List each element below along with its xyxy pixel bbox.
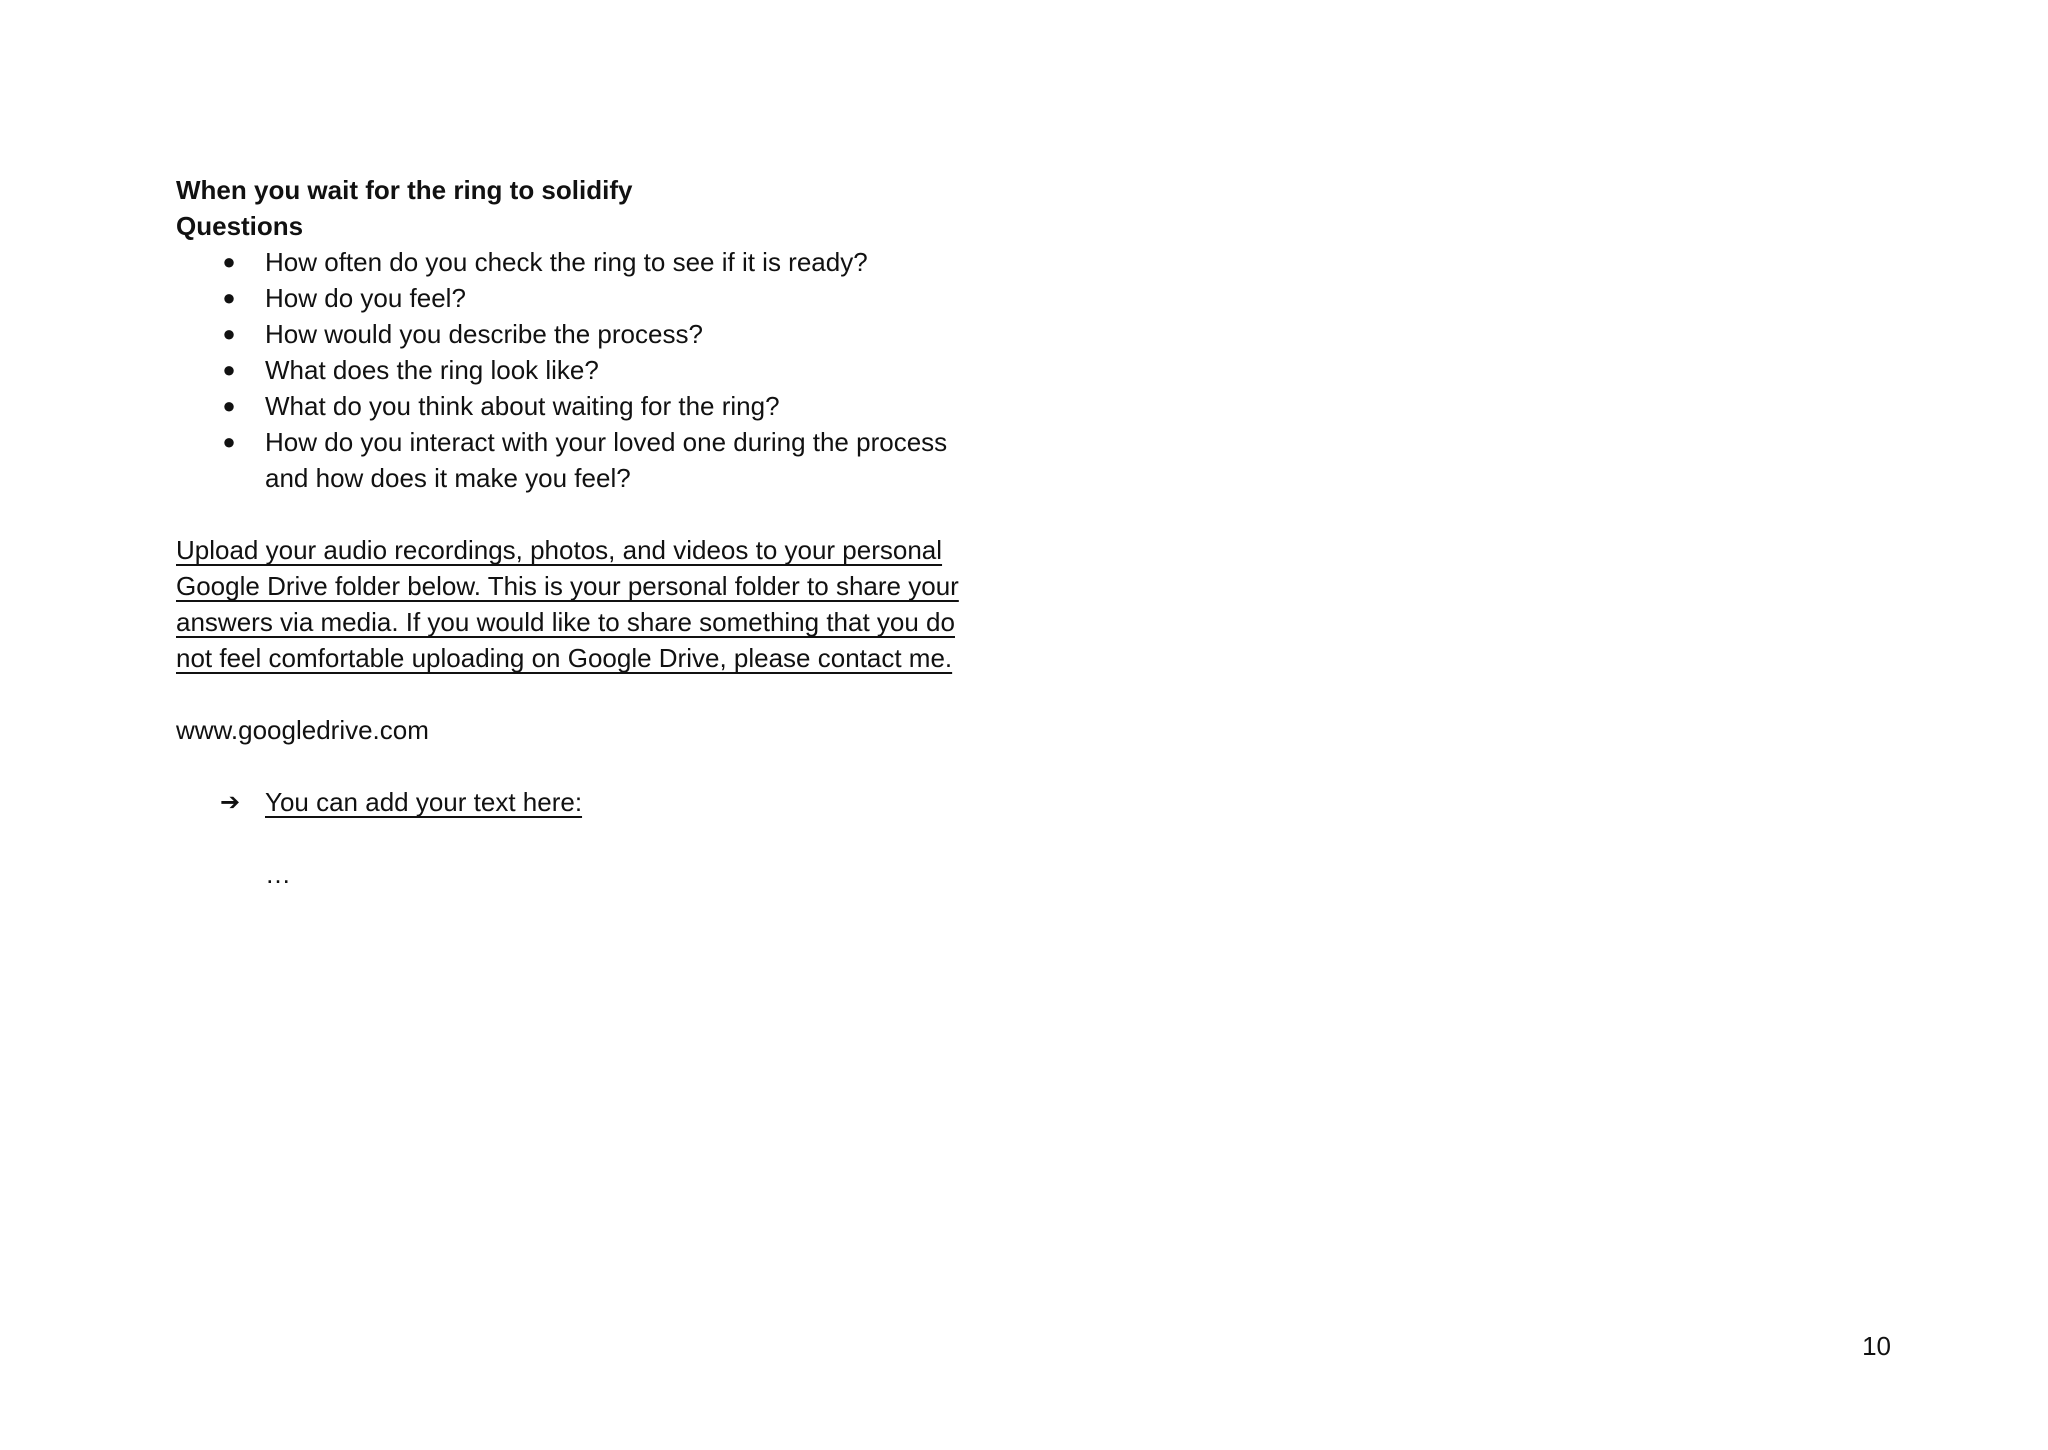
answer-placeholder[interactable]: … [265, 859, 291, 889]
question-text: What does the ring look like? [265, 355, 599, 385]
bullet-icon: ● [222, 285, 236, 310]
answer-prompt: You can add your text here: [265, 787, 583, 817]
page-number: 10 [1862, 1331, 1891, 1361]
bullet-icon: ● [222, 429, 236, 454]
list-item [176, 280, 996, 316]
bullet-icon: ● [222, 321, 236, 346]
arrow-right-icon: ➔ [219, 788, 241, 816]
bullet-icon: ● [222, 249, 236, 274]
spacer [176, 676, 996, 712]
question-text: How often do you check the ring to see if it is ready? [265, 247, 868, 277]
question-text: What do you think about waiting for the ring? [265, 391, 780, 421]
question-text: How would you describe the process? [265, 319, 703, 349]
spacer [176, 748, 996, 784]
questions-heading: Questions [176, 211, 304, 241]
list-item [176, 424, 996, 496]
page-content [176, 172, 996, 892]
question-text: How do you feel? [265, 283, 466, 313]
list-item [176, 316, 996, 352]
spacer [176, 820, 996, 856]
list-item [176, 352, 996, 388]
spacer [176, 496, 996, 532]
questions-list [176, 244, 996, 496]
list-item [176, 388, 996, 424]
question-text: How do you interact with your loved one during the process and how does it make you feel? [265, 427, 948, 493]
drive-link[interactable]: www.googledrive.com [176, 715, 429, 745]
bullet-icon: ● [222, 393, 236, 418]
upload-instructions: Upload your audio recordings, photos, and videos to your personal Google Drive folder below. This is your personal folder to share your answers via media. If you would like to share something that you do not feel comfortable uploading on Google Drive, please contact me. [176, 535, 959, 673]
bullet-icon: ● [222, 357, 236, 382]
answer-prompt-row [176, 784, 996, 820]
section-heading: When you wait for the ring to solidify [176, 175, 633, 205]
list-item [176, 244, 996, 280]
